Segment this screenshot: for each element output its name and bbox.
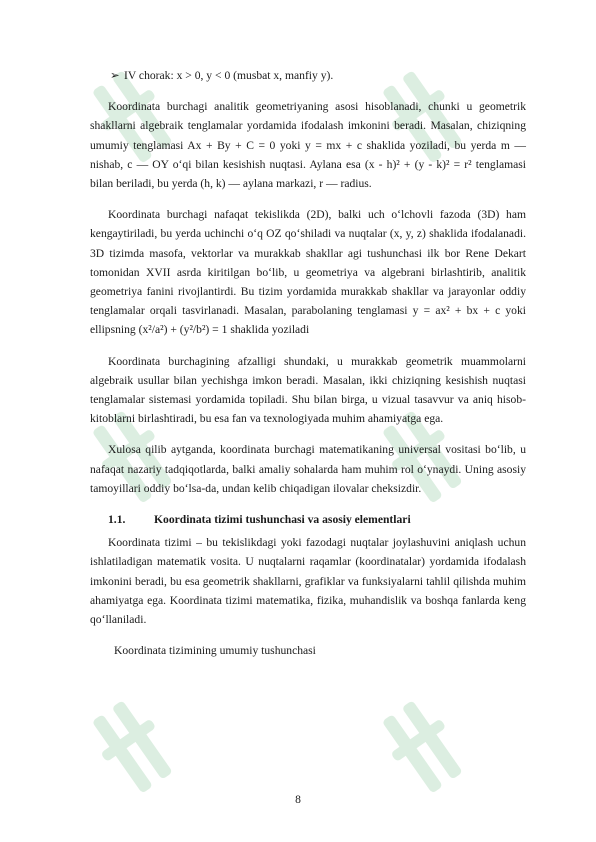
watermark-logo-icon: [80, 690, 190, 800]
page-number: 8: [295, 793, 301, 806]
paragraph: Koordinata burchagining afzalligi shundaki, u murakkab geometrik muammolarni algebraik usullar bilan yechishga imkon beradi. Masalan, ikki chiziqning kesishish nuqtasi tenglamalar sistemasi yordamida topiladi. Shu bilan birga, u vizual tasavvur va aniq hisob-kitoblarni birlashtiradi, bu esa fan va texnologiyada muhim ahamiyatga ega.: [90, 354, 526, 426]
section-heading: [108, 510, 526, 529]
section-number: 1.1.: [108, 513, 126, 527]
watermark-logo-icon: [370, 690, 480, 800]
paragraph: Koordinata burchagi nafaqat tekislikda (2D), balki uch o‘lchovli fazoda (3D) ham kengaytiriladi, bu yerda uchinchi o‘q OZ qo‘shiladi va nuqtalar (x, y, z) shaklida ifodalanadi. 3D tizimda masofa, vektorlar va murakkab shakllar agi tushunchasi ilk bor Rene Dekart tomonidan XVII asrda kiritilgan bo‘lib, u geometriya va algebrani birlashtirib, analitik geometriya fanini rivojlantirdi. Bu tizim yordamida murakkab shakllar va jarayonlar oddiy tenglamalar orqali tasvirlanadi. Masalan, parabolaning tenglamasi y = ax² + bx + c yoki ellipsning (x²/a²) + (y²/b²) = 1 shaklida yoziladi: [90, 208, 526, 337]
paragraph: Koordinata burchagi analitik geometriyaning asosi hisoblanadi, chunki u geometrik shakllarni algebraik tenglamalar yordamida ifodalash imkonini beradi. Masalan, chiziqning umumiy tenglamasi Ax + By + C = 0 yoki y = mx + c shaklida yoziladi, bu yerda m — nishab, c — OY o‘qi bilan kesishish nuqtasi. Aylana esa (x - h)² + (y - k)² = r² tenglamasi bilan beriladi, bu yerda (h, k) — aylana markazi, r — radius.: [90, 100, 526, 191]
section-title: Koordinata tizimi tushunchasi va asosiy elementlari: [154, 513, 411, 527]
paragraph: Xulosa qilib aytganda, koordinata burchagi matematikaning universal vositasi bo‘lib, u nafaqat nazariy tadqiqotlarda, balki amaliy sohalarda ham muhim rol o‘ynaydi. Uning asosiy tamoyillari oddiy bo‘lsa-da, undan kelib chiqadigan ilovalar cheksizdir.: [90, 443, 526, 495]
page-content: [90, 66, 526, 660]
bullet-item: [110, 66, 526, 85]
subheading: Koordinata tizimining umumiy tushunchasi: [114, 644, 316, 658]
bullet-text: IV chorak: x > 0, y < 0 (musbat x, manfiy y).: [124, 69, 334, 82]
arrow-bullet-icon: ➢: [110, 69, 120, 82]
section-paragraph: Koordinata tizimi – bu tekislikdagi yoki fazodagi nuqtalar joylashuvini aniqlash uchun ishlatiladigan matematik vosita. U nuqtalarni raqamlar (koordinatalar) yordamida ifodalash imkonini beradi, bu esa geometrik shakllarni, grafiklar va funksiyalarni tahlil qilishda muhim ahamiyatga ega. Koordinata tizimi matematika, fizika, muhandislik va boshqa fanlarda keng qo‘llaniladi.: [90, 536, 526, 627]
